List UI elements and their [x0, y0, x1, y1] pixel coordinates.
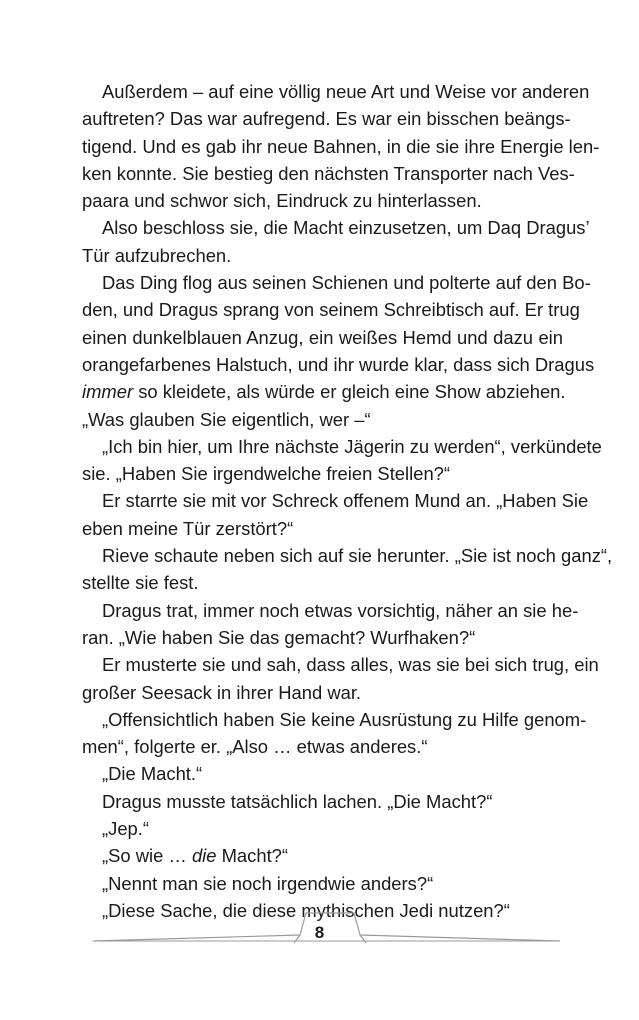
- text-line: Er musterte sie und sah, dass alles, was sie bei sich trug, ein: [102, 654, 599, 676]
- text-run: so kleidete, als würde er gleich eine Show abziehen.: [133, 381, 566, 403]
- text-line: „Die Macht.“: [102, 763, 203, 785]
- text-line: Tür aufzubrechen.: [82, 244, 232, 266]
- text-line: Also beschloss sie, die Macht einzusetzen, um Daq Dragus’: [102, 217, 590, 239]
- text-run: „So wie …: [102, 845, 192, 867]
- text-line: auftreten? Das war aufregend. Es war ein bisschen beängs-: [82, 108, 571, 130]
- text-line: „Jep.“: [102, 818, 150, 840]
- text-line: Rieve schaute neben sich auf sie herunter. „Sie ist noch ganz“,: [102, 545, 613, 567]
- body-text: [82, 78, 613, 924]
- text-line: Dragus trat, immer noch etwas vorsichtig, näher an sie he-: [102, 599, 579, 621]
- text-line: eben meine Tür zerstört?“: [82, 517, 294, 539]
- text-line: Dragus musste tatsächlich lachen. „Die Macht?“: [102, 790, 493, 812]
- emphasis: die: [191, 845, 217, 867]
- text-line: „Ich bin hier, um Ihre nächste Jägerin zu werden“, verkündete: [102, 435, 602, 457]
- text-line: „Offensichtlich haben Sie keine Ausrüstung zu Hilfe genom-: [102, 708, 587, 730]
- text-line: ken konnte. Sie bestieg den nächsten Transporter nach Ves-: [82, 162, 575, 184]
- page-footer: [0, 905, 639, 955]
- text-line: Er starrte sie mit vor Schreck offenem Mund an. „Haben Sie: [102, 490, 589, 512]
- text-line: einen dunkelblauen Anzug, ein weißes Hemd und dazu ein: [82, 326, 563, 348]
- text-line: großer Seesack in ihrer Hand war.: [82, 681, 362, 703]
- text-line: Das Ding flog aus seinen Schienen und polterte auf den Bo-: [102, 272, 591, 294]
- text-line: „Diese Sache, die diese mythischen Jedi nutzen?“: [102, 899, 510, 921]
- text-line: „Was glauben Sie eigentlich, wer –“: [82, 408, 371, 430]
- text-line: tigend. Und es gab ihr neue Bahnen, in die sie ihre Energie len-: [82, 135, 600, 157]
- text-line: paara und schwor sich, Eindruck zu hinterlassen.: [82, 190, 482, 212]
- text-line: [82, 842, 563, 869]
- text-line: Außerdem – auf eine völlig neue Art und Weise vor anderen: [102, 81, 590, 102]
- text-line: men“, folgerte er. „Also … etwas anderes.“: [82, 736, 428, 758]
- text-line: sie. „Haben Sie irgendwelche freien Stellen?“: [82, 463, 451, 485]
- text-line: ran. „Wie haben Sie das gemacht? Wurfhaken?“: [82, 626, 476, 648]
- text-line: orangefarbenes Halstuch, und ihr wurde klar, dass sich Dragus: [82, 353, 595, 375]
- emphasis: immer: [82, 381, 134, 403]
- text-line: stellte sie fest.: [82, 572, 199, 594]
- text-run: Macht?“: [216, 845, 289, 867]
- text-line: den, und Dragus sprang von seinem Schreibtisch auf. Er trug: [82, 299, 580, 321]
- text-line: „Nennt man sie noch irgendwie anders?“: [102, 872, 434, 894]
- text-line: [82, 378, 566, 405]
- page-number: 8: [314, 923, 325, 942]
